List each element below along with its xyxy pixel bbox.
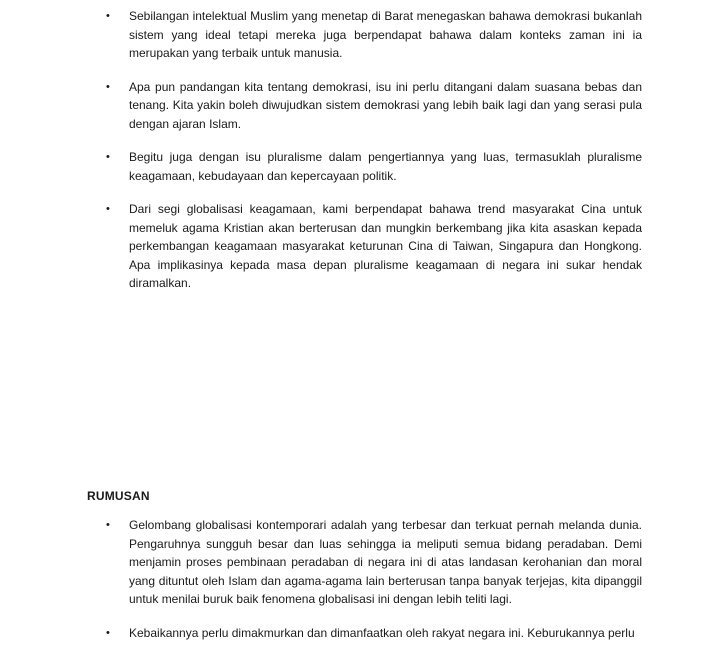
bottom-bullet-list (0, 516, 728, 657)
section-heading: RUMUSAN (87, 489, 150, 503)
bullet-icon: • (106, 10, 110, 22)
bullet-icon: • (106, 151, 110, 163)
bullet-icon: • (106, 80, 110, 93)
list-item (0, 624, 728, 643)
list-item (0, 148, 728, 185)
paragraph-text: Begitu juga dengan isu pluralisme dalam pengertiannya yang luas, termasuklah pluralisme keagamaan, kebudayaan dan kepercayaan politik. (129, 150, 642, 183)
paragraph-text: Sebilangan intelektual Muslim yang menetap di Barat menegaskan bahawa demokrasi bukanlah sistem yang ideal tetapi mereka juga berpendapat bahawa dalam konteks zaman ini ia merupakan yang terbaik untuk manusia. (129, 9, 642, 60)
paragraph-text: Kebaikannya perlu dimakmurkan dan dimanfaatkan oleh rakyat negara ini. Keburukannya perlu (129, 625, 635, 640)
bullet-icon: • (106, 519, 110, 531)
list-item (0, 78, 728, 134)
list-item (0, 516, 728, 609)
paragraph-text: Apa pun pandangan kita tentang demokrasi, isu ini perlu ditangani dalam suasana bebas dan tenang. Kita yakin boleh diwujudkan sistem demokrasi yang lebih baik lagi dan yang serasi pula dengan ajaran Islam. (129, 79, 642, 131)
bullet-icon: • (106, 203, 110, 215)
list-item (0, 200, 728, 293)
bullet-icon: • (106, 626, 110, 639)
list-item (0, 7, 728, 63)
top-bullet-list (0, 7, 728, 308)
paragraph-text: Dari segi globalisasi keagamaan, kami berpendapat bahawa trend masyarakat Cina untuk memeluk agama Kristian akan berterusan dan mungkin berkembang jika kita asaskan kepada perkembangan keagamaan masyarakat keturunan Cina di Taiwan, Singapura dan Hongkong. Apa implikasinya kepada masa depan pluralisme keagamaan di negara ini sukar hendak diramalkan. (129, 202, 642, 290)
paragraph-text: Gelombang globalisasi kontemporari adalah yang terbesar dan terkuat pernah melanda dunia. Pengaruhnya sungguh besar dan luas sehingga ia meliputi semua bidang peradaban. Demi menjamin proses pembinaan peradaban di negara ini di atas landasan kerohanian dan moral yang dituntut oleh Islam dan agama-agama lain berterusan tanpa banyak terjejas, kita dipanggil untuk menilai buruk baik fenomena globalisasi ini dengan lebih teliti lagi. (129, 518, 642, 606)
